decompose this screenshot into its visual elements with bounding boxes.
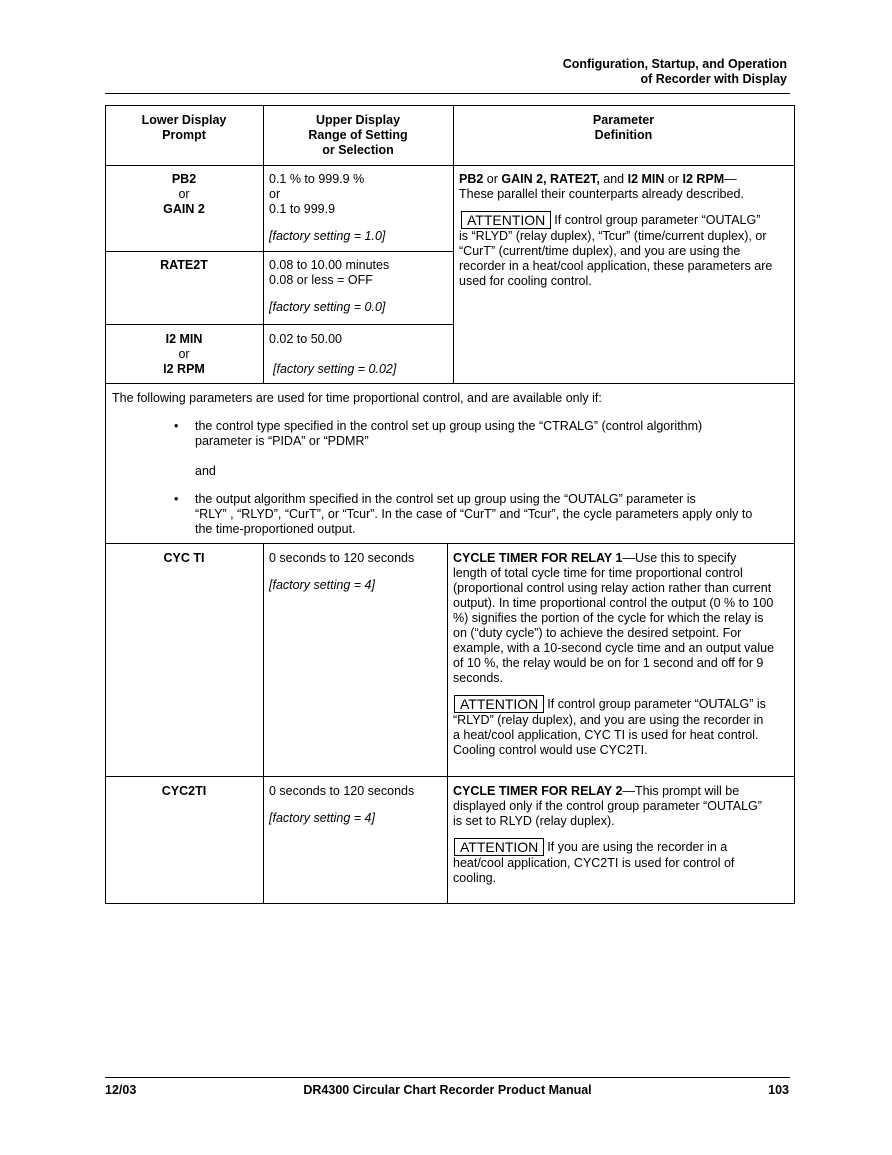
head-text: Lower Display [141,113,227,127]
attention-badge: ATTENTION [454,695,544,713]
bold-term: I2 MIN [627,172,665,186]
range-cycti [269,551,414,593]
head-text: Range of Setting [308,128,408,142]
bullet-text: the output algorithm specified in the control set up group using the “OUTALG” parameter is [195,492,696,506]
bullet-dot: • [174,419,179,433]
bold-term: PB2 [459,172,484,186]
prompt-i2min [105,332,263,377]
header-line-2: of Recorder with Display [640,72,787,86]
col-divider-1-bottom [263,543,264,903]
prompt-text: PB2 [171,172,197,186]
range-text: 0.1 % to 999.9 % [269,172,365,186]
head-text: or Selection [322,143,394,157]
factory-setting: [factory setting = 0.0] [269,300,386,314]
range-text: 0 seconds to 120 seconds [269,784,415,798]
attention-text: “CurT” (current/time duplex), and you are using the [459,244,741,258]
footer-rule [105,1077,790,1078]
definition-text: on (“duty cycle”) to achieve the desired setpoint. For [453,626,742,640]
attention-line [461,211,791,229]
plain-text: —This prompt will be [622,784,740,798]
attention-text: a heat/cool application, CYC TI is used for heat control. [453,728,759,742]
i2min-row-divider [105,383,795,384]
prompt-rate2t: RATE2T [160,258,208,272]
pb2-row-divider [105,251,453,252]
bullet-text: the time-proportioned output. [195,522,356,536]
col-divider-2-bottom [447,543,448,903]
definition-text: example, with a 10-second cycle time and an output value [453,641,775,655]
table-right-border [794,105,795,903]
footer-date: 12/03 [105,1083,137,1097]
definition-pb2-group [459,172,791,289]
attention-line [454,838,791,856]
bullet-text: “RLY” , “RLYD”, “CurT”, or “Tcur”. In the case of “CurT” and “Tcur”, the cycle parameters apply only to [195,507,753,521]
prompt-text: I2 MIN [165,332,203,346]
attention-text: If control group parameter “OUTALG” is [547,697,766,711]
bold-term: GAIN 2, RATE2T, [501,172,600,186]
range-text: 0.1 to 999.9 [269,202,336,216]
factory-setting: [factory setting = 0.02] [273,362,397,376]
definition-text: length of total cycle time for time proportional control [453,566,743,580]
definition-text: %) signifies the portion of the cycle for which the relay is [453,611,764,625]
attention-text: “RLYD” (relay duplex), and you are using the recorder in [453,713,764,727]
prompt-text: GAIN 2 [163,202,205,216]
note-intro: The following parameters are used for time proportional control, and are available only if: [112,391,602,405]
definition-first-line [453,551,791,566]
prompt-cyc2ti: CYC2TI [161,784,207,798]
header-rule [105,93,790,94]
factory-setting: [factory setting = 1.0] [269,229,386,243]
definition-text: of 10 %, the relay would be on for 1 second and off for 9 [453,656,764,670]
definition-text: seconds. [453,671,504,685]
range-cyc2ti [269,784,414,826]
head-lower-display [105,113,263,143]
prompt-cycti: CYC TI [163,551,205,565]
factory-setting: [factory setting = 4] [269,811,375,825]
bullet-dot: • [174,492,179,506]
attention-text: is “RLYD” (relay duplex), “Tcur” (time/current duplex), or [459,229,767,243]
bullet-text: parameter is “PIDA” or “PDMR” [195,434,369,448]
header-line-1: Configuration, Startup, and Operation [562,57,787,71]
head-row-divider [105,165,795,166]
prompt-text: or [178,187,190,201]
head-text: Definition [594,128,653,142]
attention-text: If you are using the recorder in a [547,840,728,854]
head-text: Upper Display [315,113,401,127]
col-divider-2-top [453,105,454,383]
definition-text: is set to RLYD (relay duplex). [453,814,615,828]
definition-text: output). In time proportional control the output (0 % to 100 [453,596,774,610]
range-text: or [269,187,281,201]
head-text: Prompt [162,128,206,142]
prompt-pb2 [105,172,263,217]
range-text: 0.08 to 10.00 minutes [269,258,390,272]
head-parameter-definition [453,113,794,143]
table-bottom-border [105,903,795,904]
rate2t-row-divider [105,324,453,325]
attention-text: recorder in a heat/cool application, these parameters are [459,259,773,273]
plain-text: or [483,172,502,186]
running-header [563,57,787,87]
attention-text: heat/cool application, CYC2TI is used for control of [453,856,735,870]
attention-text: If control group parameter “OUTALG” [554,213,761,227]
cycti-row-divider [105,776,795,777]
range-i2min [269,332,396,377]
prompt-text: or [178,347,190,361]
footer-page-number: 103 [768,1083,789,1097]
attention-badge: ATTENTION [454,838,544,856]
plain-text: and [599,172,628,186]
factory-setting: [factory setting = 4] [269,578,375,592]
range-text: 0.02 to 50.00 [269,332,342,346]
head-upper-display [263,113,453,158]
attention-badge: ATTENTION [461,211,551,229]
attention-text: used for cooling control. [459,274,592,288]
head-text: Parameter [592,113,655,127]
attention-line [454,695,791,713]
note-bullet-1 [195,419,702,449]
plain-text: or [664,172,683,186]
definition-text: (proportional control using relay action rather than current [453,581,772,595]
definition-text: displayed only if the control group parameter “OUTALG” [453,799,762,813]
bold-term: CYCLE TIMER FOR RELAY 1 [453,551,623,565]
definition-text: These parallel their counterparts already described. [459,187,744,201]
bullet-text: the control type specified in the control set up group using the “CTRALG” (control algorithm) [195,419,703,433]
prompt-text: I2 RPM [163,362,205,376]
range-rate2t [269,258,389,315]
attention-text: cooling. [453,871,497,885]
attention-text: Cooling control would use CYC2TI. [453,743,648,757]
definition-cycti [453,551,791,758]
plain-text: — [724,172,737,186]
range-pb2 [269,172,385,244]
plain-text: —Use this to specify [622,551,737,565]
bold-term: I2 RPM [682,172,725,186]
footer-title: DR4300 Circular Chart Recorder Product Manual [303,1083,592,1097]
bold-term: CYCLE TIMER FOR RELAY 2 [453,784,623,798]
note-and: and [195,464,216,478]
note-row-divider [105,543,795,544]
note-bullet-2 [195,492,752,537]
table-top-border [105,105,795,106]
definition-first-line [459,172,791,187]
definition-cyc2ti [453,784,791,886]
range-text: 0 seconds to 120 seconds [269,551,415,565]
definition-first-line [453,784,791,799]
range-text: 0.08 or less = OFF [269,273,373,287]
